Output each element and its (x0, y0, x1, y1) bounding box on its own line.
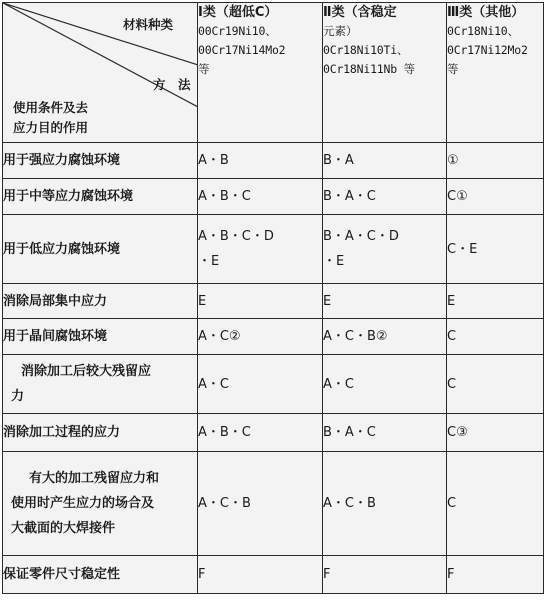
class-2-value-line-1: B・A・C・D (323, 229, 399, 244)
class-1-line-1: 00Cr19Ni10、 (198, 24, 277, 38)
class-2-value: B・A・C (323, 179, 447, 215)
class-3-value: ① (447, 143, 544, 179)
class-1-value: A・B (198, 143, 323, 179)
condition-cell (3, 355, 198, 414)
class-2-value: A・C・B (323, 452, 447, 556)
class-1-value: E (198, 284, 323, 319)
class-3-header (447, 3, 544, 143)
class-1-value-line-1: A・B・C・D (198, 229, 274, 244)
table-row (3, 452, 544, 556)
class-1-header (198, 3, 323, 143)
condition-line-2: 使用时产生应力的场合及 (11, 496, 155, 511)
class-3-line-3: 等 (447, 62, 459, 76)
heat-treatment-table (2, 2, 544, 594)
header-row (3, 3, 544, 143)
class-2-value: F (323, 556, 447, 594)
class-2-value-line-2: ・E (323, 254, 345, 269)
class-3-value: C (447, 452, 544, 556)
class-1-value: A・C・B (198, 452, 323, 556)
class-2-line-2: 0Cr18Ni10Ti、 (323, 43, 409, 57)
class-3-value: C① (447, 179, 544, 215)
condition-cell: 用于中等应力腐蚀环境 (3, 179, 198, 215)
class-2-value: B・A (323, 143, 447, 179)
class-1-title: Ⅰ类（超低C） (198, 5, 278, 20)
class-1-value: A・C (198, 355, 323, 414)
class-3-value: E (447, 284, 544, 319)
table-row (3, 355, 544, 414)
header-usage-line2: 应力目的作用 (13, 120, 89, 135)
class-3-value: C・E (447, 215, 544, 284)
table-row (3, 284, 544, 319)
condition-cell (3, 452, 198, 556)
class-1-line-3: 等 (198, 62, 210, 76)
condition-cell: 用于晶间腐蚀环境 (3, 319, 198, 355)
condition-cell: 消除局部集中应力 (3, 284, 198, 319)
diagonal-header-cell (3, 3, 198, 143)
class-2-value: A・C・B② (323, 319, 447, 355)
class-3-value: F (447, 556, 544, 594)
table-row (3, 556, 544, 594)
table-row (3, 179, 544, 215)
class-2-line-1: 元素） (323, 24, 358, 38)
header-usage-line1: 使用条件及去 (13, 100, 89, 115)
condition-cell: 保证零件尺寸稳定性 (3, 556, 198, 594)
class-3-value: C (447, 319, 544, 355)
class-2-value: B・A・C (323, 414, 447, 452)
condition-line-1: 有大的加工残留应力和 (29, 471, 160, 486)
table-row (3, 319, 544, 355)
class-1-value: F (198, 556, 323, 594)
header-material-type: 材料种类 (123, 17, 174, 32)
class-1-line-2: 00Cr17Ni14Mo2 (198, 43, 286, 57)
class-2-title: Ⅱ类（含稳定 (323, 5, 397, 20)
class-2-header (323, 3, 447, 143)
class-1-value (198, 215, 323, 284)
table-row (3, 143, 544, 179)
class-1-value-line-2: ・E (198, 254, 220, 269)
class-2-line-3: 0Cr18Ni11Nb 等 (323, 62, 415, 76)
header-method: 方 法 (153, 77, 191, 92)
class-3-line-2: 0Cr17Ni12Mo2 (447, 43, 528, 57)
condition-cell: 消除加工过程的应力 (3, 414, 198, 452)
class-3-title: Ⅲ类（其他） (447, 5, 525, 20)
class-2-value (323, 215, 447, 284)
class-1-value: A・B・C (198, 414, 323, 452)
class-2-value: E (323, 284, 447, 319)
class-3-value: C (447, 355, 544, 414)
condition-line-2: 力 (11, 389, 25, 404)
class-2-value: A・C (323, 355, 447, 414)
class-3-line-1: 0Cr18Ni10、 (447, 24, 519, 38)
class-1-value: A・C② (198, 319, 323, 355)
condition-cell: 用于强应力腐蚀环境 (3, 143, 198, 179)
condition-line-1: 消除加工后较大残留应 (21, 364, 152, 379)
class-1-value: A・B・C (198, 179, 323, 215)
condition-line-3: 大截面的大焊接件 (11, 521, 116, 536)
class-3-value: C③ (447, 414, 544, 452)
table-row (3, 414, 544, 452)
condition-cell: 用于低应力腐蚀环境 (3, 215, 198, 284)
table-row (3, 215, 544, 284)
